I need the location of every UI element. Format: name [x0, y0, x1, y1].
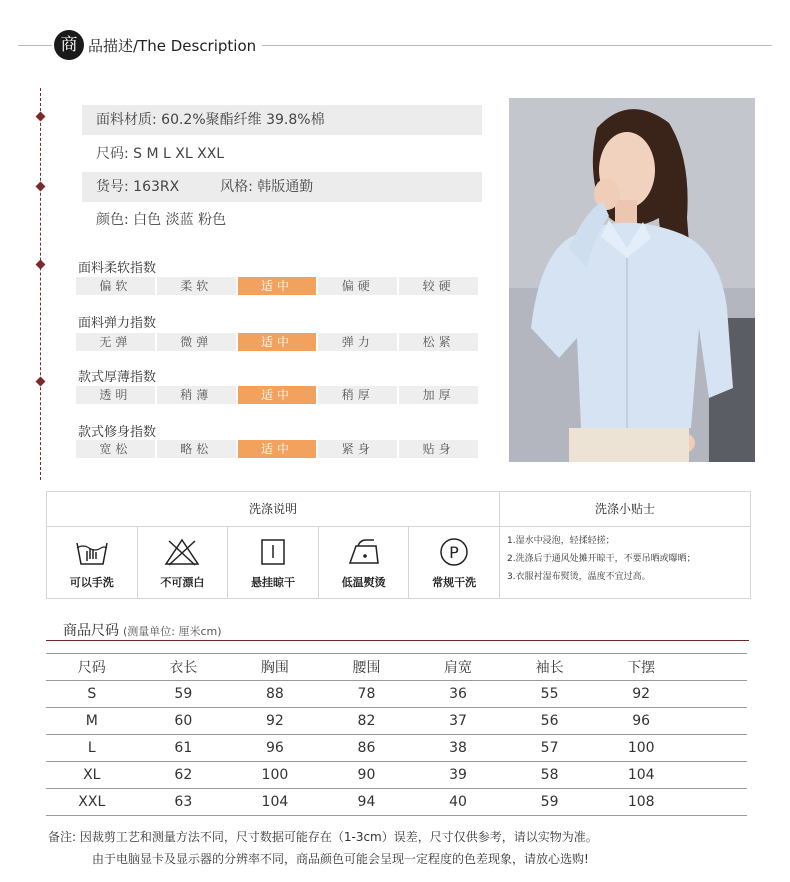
- care-tip: 1.湿水中浸泡，轻揉轻搓；: [507, 536, 615, 546]
- care-label: 可以手洗: [69, 576, 114, 589]
- timeline-marker: [36, 377, 46, 387]
- care-label: 常规干洗: [432, 576, 477, 589]
- note-line-2: 由于电脑显卡及显示器的分辨率不同，商品颜色可能会呈现一定程度的色差现象，请放心选购!: [92, 852, 589, 866]
- table-cell: 96: [265, 740, 284, 756]
- table-cell: 62: [174, 767, 193, 783]
- care-icons-row: [47, 527, 500, 598]
- table-cell: 37: [449, 713, 467, 729]
- table-cell: 59: [174, 686, 193, 702]
- note-line-1: 备注: 因裁剪工艺和测量方法不同，尺寸数据可能存在（1-3cm）误差，尺寸仅供参考，请以实物为准。: [48, 830, 598, 844]
- index-option: 偏硬: [318, 277, 397, 295]
- table-cell: 96: [632, 713, 651, 729]
- timeline-line: [40, 88, 41, 480]
- model-photo: [509, 98, 755, 462]
- table-row: [46, 762, 747, 789]
- spacer-cell: [687, 681, 747, 708]
- table-cell: 56: [540, 713, 559, 729]
- care-instructions-table: [46, 491, 751, 599]
- care-item-hang-dry: [228, 527, 319, 598]
- table-cell: 108: [627, 794, 655, 810]
- table-cell: 104: [627, 767, 655, 783]
- description-header: [0, 0, 790, 90]
- table-cell: 57: [540, 740, 559, 756]
- size-chart-unit: (测量单位: 厘米cm): [123, 625, 222, 638]
- low-iron-icon: [346, 537, 382, 567]
- table-cell: 61: [174, 740, 193, 756]
- table-row: [46, 708, 747, 735]
- care-label: 不可漂白: [160, 576, 205, 589]
- table-cell: 59: [540, 794, 559, 810]
- table-cell: 55: [540, 686, 559, 702]
- index-option: 偏软: [76, 277, 155, 295]
- care-tip: 2.洗涤后于通风处摊开晾干，不要吊晒或曝晒；: [507, 554, 696, 564]
- column-header: 袖长: [535, 660, 564, 676]
- table-cell: 40: [449, 794, 467, 810]
- table-cell: M: [85, 713, 98, 729]
- care-item-hand-wash: [47, 527, 138, 598]
- dry-clean-icon: [436, 537, 472, 567]
- care-label: 悬挂晾干: [250, 576, 295, 589]
- column-header: 肩宽: [444, 660, 473, 676]
- table-cell: 38: [449, 740, 467, 756]
- table-cell: 100: [627, 740, 655, 756]
- index-option: 宽松: [76, 440, 155, 458]
- index-option-selected: 适中: [238, 440, 317, 458]
- index-option: 贴身: [399, 440, 478, 458]
- fit-index-scale: [76, 440, 478, 458]
- softness-index-title: 面料柔软指数: [78, 261, 157, 276]
- index-option: 松紧: [399, 333, 478, 351]
- index-option: 略松: [157, 440, 236, 458]
- spacer-cell: [687, 735, 747, 762]
- table-cell: XL: [83, 767, 101, 783]
- table-cell: 92: [632, 686, 651, 702]
- care-tips-header: 洗涤小贴士: [500, 492, 750, 527]
- size-chart-heading: 商品尺码: [63, 623, 119, 639]
- table-cell: L: [87, 740, 96, 756]
- hang-dry-icon: [255, 537, 291, 567]
- care-tip: 3.衣服衬湿布熨烫，温度不宜过高。: [507, 572, 651, 582]
- spacer-cell: [687, 789, 747, 816]
- table-cell: 100: [261, 767, 289, 783]
- care-instructions-header: 洗涤说明: [47, 492, 500, 527]
- table-row: [46, 735, 747, 762]
- header-divider-left: [18, 45, 52, 46]
- column-header: 胸围: [260, 660, 289, 676]
- size-chart-title: [63, 620, 222, 640]
- timeline-marker: [36, 260, 46, 270]
- thickness-index-title: 款式厚薄指数: [78, 370, 157, 385]
- hand-wash-icon: [74, 537, 110, 567]
- table-cell: 92: [265, 713, 284, 729]
- index-option: 微弹: [157, 333, 236, 351]
- size-table-header: [46, 654, 747, 681]
- index-option: 稍厚: [318, 386, 397, 404]
- index-option: 稍薄: [157, 386, 236, 404]
- care-item-no-bleach: [138, 527, 229, 598]
- table-cell: 88: [265, 686, 284, 702]
- column-header: 下摆: [627, 660, 656, 676]
- fit-index-title: 款式修身指数: [78, 425, 157, 440]
- table-cell: 36: [449, 686, 467, 702]
- index-option: 柔软: [157, 277, 236, 295]
- column-header: 衣长: [169, 660, 198, 676]
- size-chart-table: [46, 653, 747, 816]
- spec-item-no: 货号: 163RX: [96, 179, 180, 195]
- table-cell: 58: [540, 767, 559, 783]
- table-cell: 78: [357, 686, 376, 702]
- elasticity-index-scale: [76, 333, 478, 351]
- timeline-marker: [36, 182, 46, 192]
- care-label: 低温熨烫: [341, 576, 386, 589]
- softness-index-scale: [76, 277, 478, 295]
- index-option: 透明: [76, 386, 155, 404]
- table-row: [46, 681, 747, 708]
- spacer-cell: [687, 708, 747, 735]
- table-cell: 86: [357, 740, 376, 756]
- header-divider-right: [262, 45, 772, 46]
- header-badge: 商: [54, 30, 84, 60]
- table-cell: 90: [357, 767, 376, 783]
- care-tips-list: [507, 532, 747, 586]
- svg-text:P: P: [449, 543, 459, 562]
- care-item-low-iron: [319, 527, 410, 598]
- spacer-cell: [687, 654, 747, 681]
- thickness-index-scale: [76, 386, 478, 404]
- table-cell: S: [87, 686, 97, 702]
- spec-color: 颜色: 白色 淡蓝 粉色: [96, 212, 227, 228]
- table-row: [46, 789, 747, 816]
- table-cell: 39: [449, 767, 467, 783]
- index-option-selected: 适中: [238, 277, 317, 295]
- spec-material: 面料材质: 60.2%聚酯纤维 39.8%棉: [82, 105, 482, 135]
- index-option-selected: 适中: [238, 386, 317, 404]
- table-cell: XXL: [78, 794, 106, 810]
- page-title: 品描述/The Description: [88, 37, 257, 55]
- table-cell: 82: [357, 713, 376, 729]
- care-item-dry-clean: [409, 527, 499, 598]
- size-chart-divider: [46, 640, 749, 641]
- table-cell: 63: [174, 794, 193, 810]
- index-option: 紧身: [318, 440, 397, 458]
- spec-style: 风格: 韩版通勤: [220, 179, 314, 195]
- column-header: 腰围: [352, 660, 381, 676]
- table-cell: 94: [357, 794, 376, 810]
- table-cell: 60: [174, 713, 193, 729]
- index-option: 弹力: [318, 333, 397, 351]
- index-option: 较硬: [399, 277, 478, 295]
- spacer-cell: [687, 762, 747, 789]
- elasticity-index-title: 面料弹力指数: [78, 316, 157, 331]
- column-header: 尺码: [77, 660, 106, 676]
- table-cell: 104: [261, 794, 289, 810]
- no-bleach-icon: [164, 537, 200, 567]
- timeline-marker: [36, 112, 46, 122]
- index-option: 加厚: [399, 386, 478, 404]
- spec-item-style: [82, 172, 482, 202]
- index-option: 无弹: [76, 333, 155, 351]
- spec-sizes: 尺码: S M L XL XXL: [96, 146, 225, 162]
- index-option-selected: 适中: [238, 333, 317, 351]
